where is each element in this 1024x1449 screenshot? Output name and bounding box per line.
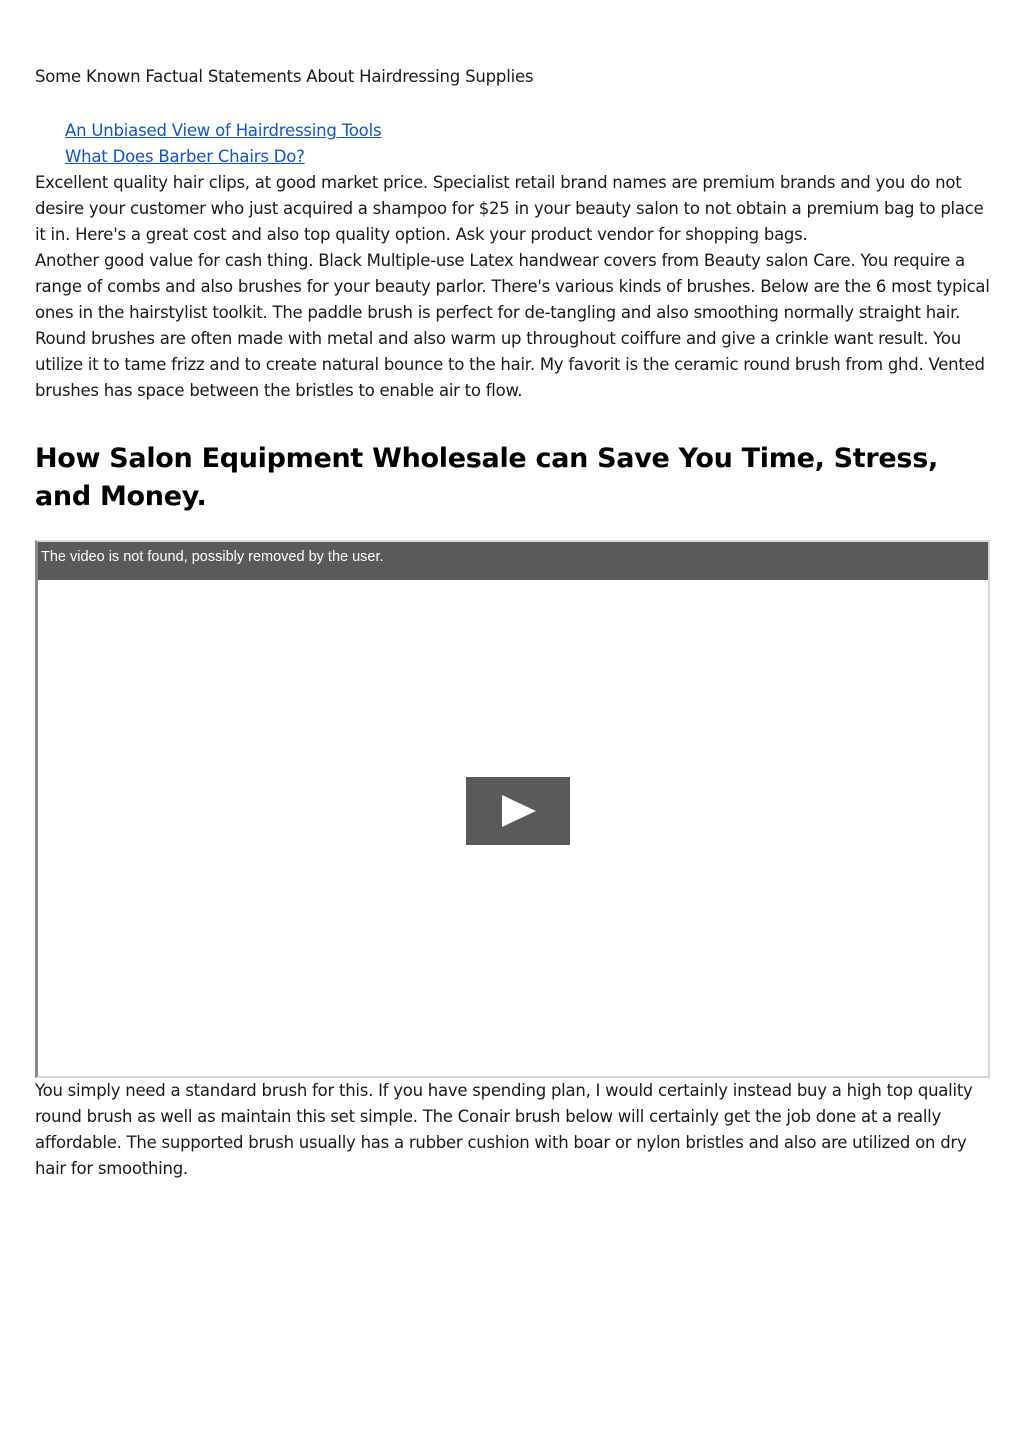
video-error-bar: The video is not found, possibly removed by the user. xyxy=(38,542,988,580)
paragraph-4: You simply need a standard brush for this. If you have spending plan, I would certainly instead buy a high top quality round brush as well as maintain this set simple. The Conair brush below will certainly get the job done at a really affordable. The supported brush usually has a rubber cushion with boar or nylon bristles and also are utilized on dry hair for smoothing. xyxy=(35,1081,973,1178)
list-item xyxy=(65,118,990,144)
section-heading: How Salon Equipment Wholesale can Save You Time, Stress, and Money. xyxy=(35,443,938,512)
link-list xyxy=(35,118,990,170)
document-page xyxy=(35,64,990,1182)
intro-line: Some Known Factual Statements About Hairdressing Supplies xyxy=(35,67,534,86)
play-icon xyxy=(466,777,570,845)
list-item xyxy=(65,144,990,170)
paragraph-2: Another good value for cash thing. Black Multiple-use Latex handwear covers from Beauty salon Care. You require a range of combs and also brushes for your beauty parlor. There's various kinds of brushes. Below are the 6 most typical ones in the hairstylist toolkit. The paddle brush is perfect for de-tangling and also smoothing normally straight hair. xyxy=(35,251,990,322)
paragraph-3: Round brushes are often made with metal and also warm up throughout coiffure and give a crinkle want result. You utilize it to tame frizz and to create natural bounce to the hair. My favorit is the ceramic round brush from ghd. Vented brushes has space between the bristles to enable air to flow. xyxy=(35,329,985,400)
video-embed[interactable] xyxy=(35,540,990,1078)
paragraph-1: Excellent quality hair clips, at good market price. Specialist retail brand names are premium brands and you do not desire your customer who just acquired a shampoo for $25 in your beauty salon to not obtain a premium bag to place it in. Here's a great cost and also top quality option. Ask your product vendor for shopping bags. xyxy=(35,173,984,244)
link-barber-chairs[interactable]: What Does Barber Chairs Do? xyxy=(65,147,305,166)
link-hairdressing-tools[interactable]: An Unbiased View of Hairdressing Tools xyxy=(65,121,382,140)
play-button[interactable] xyxy=(466,777,570,845)
